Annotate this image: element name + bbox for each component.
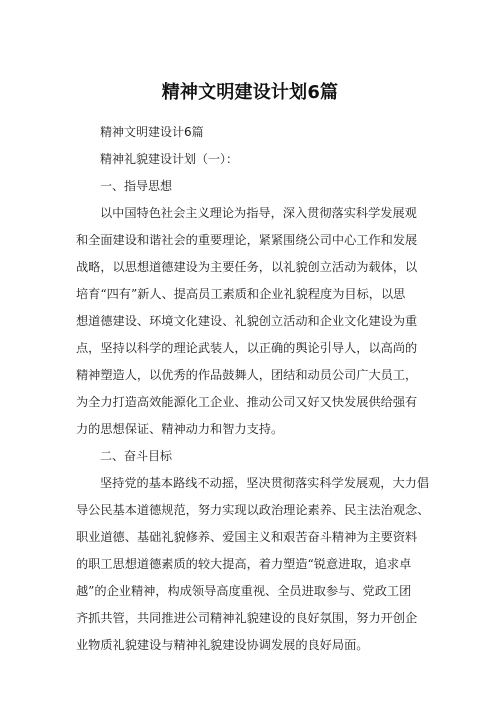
paragraph-line: 的职工思想道德素质的较大提高，着力塑造“锐意进取，追求卓 (76, 557, 412, 571)
document-title: 精神文明建设计划6篇 (161, 82, 339, 103)
document-subtitle: 精神文明建设计6篇 (100, 125, 204, 139)
paragraph-line: 精神塑造人，以优秀的作品鼓舞人，团结和动员公司广大员工， (76, 368, 418, 382)
paragraph-line: 培育“四有”新人、提高员工素质和企业礼貌程度为目标，以思 (76, 287, 406, 301)
paragraph-line: 力的思想保证、精神动力和智力支持。 (76, 422, 284, 436)
paragraph-line: 想道德建设、环境文化建设、礼貌创立活动和企业文化建设为重 (76, 314, 418, 328)
section-heading-guiding-ideology: 一、指导思想 (100, 179, 173, 193)
paragraph-line: 战略，以思想道德建设为主要任务，以礼貌创立活动为载体，以 (76, 260, 418, 274)
plan-title: 精神礼貌建设计划（一）： (100, 152, 239, 166)
paragraph-line: 业物质礼貌建设与精神礼貌建设协调发展的良好局面。 (76, 638, 369, 652)
section-heading-goals: 二、奋斗目标 (100, 449, 173, 463)
paragraph-line: 越”的企业精神，构成领导高度重视、全员进取参与、党政工团 (76, 584, 412, 598)
paragraph-line: 为全力打造高效能源化工企业、推动公司又好又快发展供给强有 (76, 395, 418, 409)
paragraph-line: 齐抓共管，共同推进公司精神礼貌建设的良好氛围，努力开创企 (76, 611, 418, 625)
paragraph-line: 和全面建设和谐社会的重要理论，紧紧围绕公司中心工作和发展 (76, 233, 418, 247)
paragraph-line: 导公民基本道德规范，努力实现以政治理论素养、民主法治观念、 (76, 503, 430, 517)
paragraph-line: 点，坚持以科学的理论武装人，以正确的舆论引导人，以高尚的 (76, 341, 418, 355)
paragraph-line: 以中国特色社会主义理论为指导，深入贯彻落实科学发展观 (100, 206, 417, 220)
paragraph-line: 职业道德、基础礼貌修养、爱国主义和艰苦奋斗精神为主要资料 (76, 530, 418, 544)
paragraph-line: 坚持党的基本路线不动摇，坚决贯彻落实科学发展观，大力倡 (100, 476, 430, 490)
